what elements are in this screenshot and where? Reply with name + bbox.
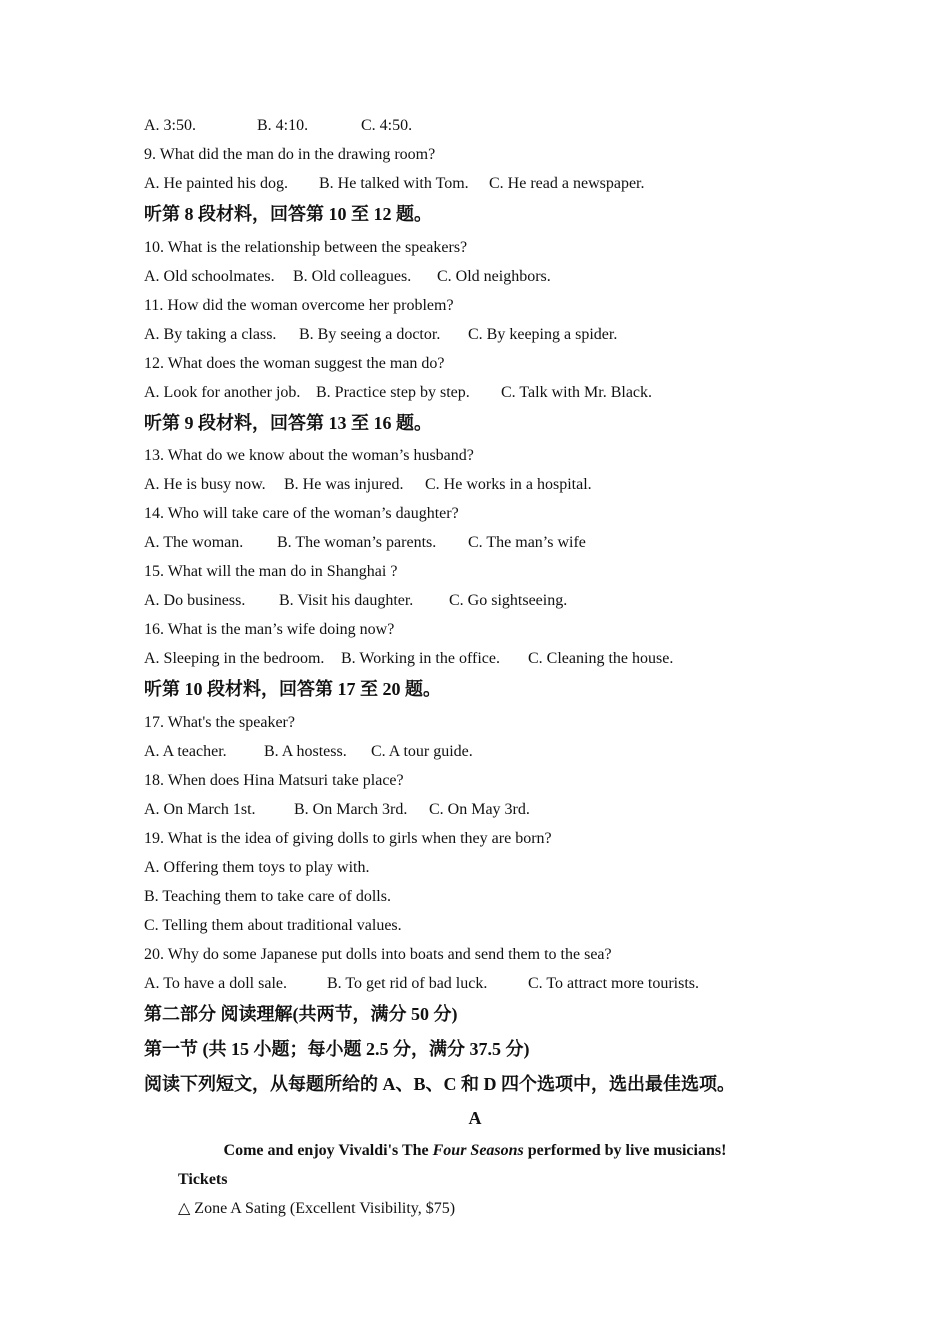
q16-question: 16. What is the man’s wife doing now? [144, 621, 395, 638]
q19-option-b: B. Teaching them to take care of dolls. [144, 888, 391, 905]
q15-option-b: B. Visit his daughter. [279, 592, 414, 609]
q11-option-c: C. By keeping a spider. [468, 326, 618, 343]
q17-option-b: B. A hostess. [264, 743, 347, 760]
q10-option-a: A. Old schoolmates. [144, 268, 275, 285]
q10-option-b: B. Old colleagues. [293, 268, 412, 285]
q12-option-a: A. Look for another job. [144, 384, 301, 401]
q14-question: 14. Who will take care of the woman’s daughter? [144, 505, 459, 522]
q12-option-c: C. Talk with Mr. Black. [501, 384, 653, 401]
q20-option-b: B. To get rid of bad luck. [327, 975, 488, 992]
q10-option-c: C. Old neighbors. [437, 268, 551, 285]
passage-title-italic: Four Seasons [432, 1142, 524, 1159]
q15-option-c: C. Go sightseeing. [449, 592, 568, 609]
q18-option-a: A. On March 1st. [144, 801, 256, 818]
q16-option-a: A. Sleeping in the bedroom. [144, 650, 325, 667]
q19-option-c: C. Telling them about traditional values. [144, 917, 402, 934]
q11-question: 11. How did the woman overcome her problem? [144, 297, 454, 314]
q10-question: 10. What is the relationship between the speakers? [144, 239, 468, 256]
q9-option-c: C. He read a newspaper. [489, 175, 645, 192]
q14-option-a: A. The woman. [144, 534, 244, 551]
passage-title [0, 1141, 950, 1161]
passage-letter: A [468, 1108, 482, 1128]
q18-question: 18. When does Hina Matsuri take place? [144, 772, 404, 789]
q13-option-b: B. He was injured. [284, 476, 404, 493]
section9-heading: 听第 9 段材料，回答第 13 至 16 题。 [144, 413, 432, 433]
q20-option-a: A. To have a doll sale. [144, 975, 287, 992]
q13-question: 13. What do we know about the woman’s husband? [144, 447, 474, 464]
q13-option-a: A. He is busy now. [144, 476, 266, 493]
q17-option-c: C. A tour guide. [371, 743, 473, 760]
passage-title-after: performed by live musicians! [523, 1142, 727, 1159]
q8-option-a: A. 3:50. [144, 117, 196, 134]
q15-option-a: A. Do business. [144, 592, 246, 609]
q9-option-a: A. He painted his dog. [144, 175, 288, 192]
q16-option-c: C. Cleaning the house. [528, 650, 674, 667]
q20-question: 20. Why do some Japanese put dolls into boats and send them to the sea? [144, 946, 612, 963]
q20-option-c: C. To attract more tourists. [528, 975, 699, 992]
ticket-zone-a: △ Zone A Sating (Excellent Visibility, $75) [178, 1200, 456, 1217]
q18-option-c: C. On May 3rd. [429, 801, 530, 818]
q12-question: 12. What does the woman suggest the man do? [144, 355, 445, 372]
section10-heading: 听第 10 段材料，回答第 17 至 20 题。 [144, 679, 441, 699]
section1-heading: 第一节 (共 15 小题；每小题 2.5 分，满分 37.5 分) [144, 1039, 530, 1059]
q8-option-c: C. 4:50. [361, 117, 413, 134]
q16-option-b: B. Working in the office. [341, 650, 500, 667]
q12-option-b: B. Practice step by step. [316, 384, 470, 401]
q14-option-b: B. The woman’s parents. [277, 534, 437, 551]
q9-option-b: B. He talked with Tom. [319, 175, 469, 192]
q17-question: 17. What's the speaker? [144, 714, 295, 731]
q19-option-a: A. Offering them toys to play with. [144, 859, 370, 876]
passage-title-before: Come and enjoy Vivaldi's The [223, 1142, 433, 1159]
reading-instructions: 阅读下列短文，从每题所给的 A、B、C 和 D 四个选项中，选出最佳选项。 [144, 1074, 735, 1094]
q19-question: 19. What is the idea of giving dolls to girls when they are born? [144, 830, 552, 847]
q14-option-c: C. The man’s wife [468, 534, 586, 551]
part2-heading: 第二部分 阅读理解(共两节，满分 50 分) [144, 1004, 458, 1024]
q11-option-b: B. By seeing a doctor. [299, 326, 441, 343]
q8-option-b: B. 4:10. [257, 117, 309, 134]
q9-question: 9. What did the man do in the drawing room? [144, 146, 436, 163]
q13-option-c: C. He works in a hospital. [425, 476, 592, 493]
tickets-label: Tickets [178, 1171, 228, 1188]
section8-heading: 听第 8 段材料，回答第 10 至 12 题。 [144, 204, 432, 224]
q11-option-a: A. By taking a class. [144, 326, 277, 343]
q15-question: 15. What will the man do in Shanghai ? [144, 563, 398, 580]
q18-option-b: B. On March 3rd. [294, 801, 408, 818]
q17-option-a: A. A teacher. [144, 743, 227, 760]
